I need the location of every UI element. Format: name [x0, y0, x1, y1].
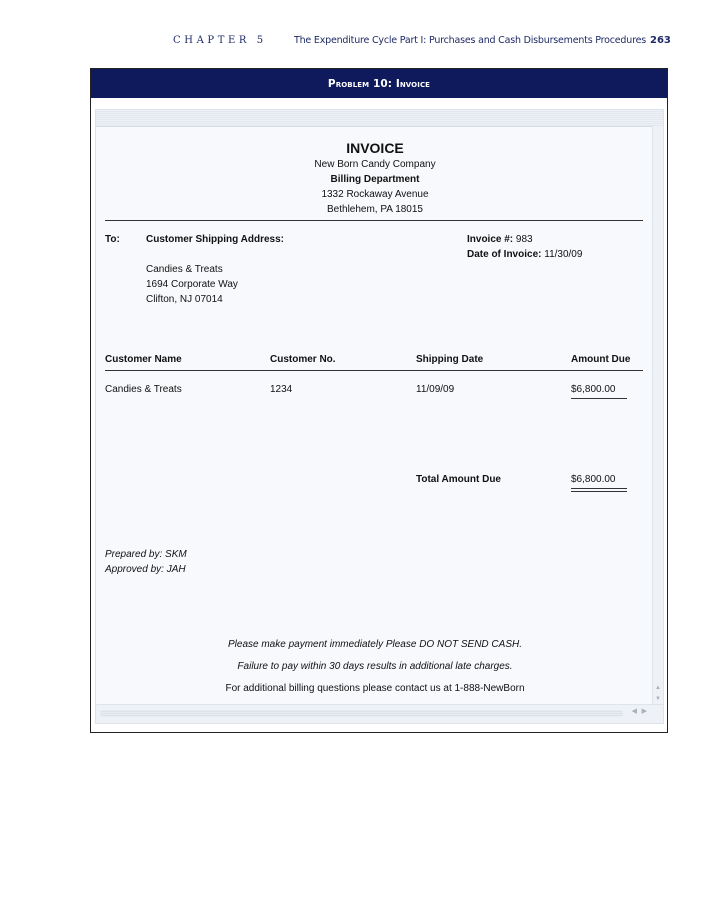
total-value: $6,800.00: [571, 474, 616, 485]
invoice-date-label: Date of Invoice:: [467, 249, 542, 260]
scroll-right-arrow-icon[interactable]: ▶: [641, 708, 647, 715]
scroll-up-arrow-icon[interactable]: ▲: [655, 685, 661, 691]
invoice-heading: INVOICE: [346, 140, 404, 156]
invoice-document: [105, 124, 645, 724]
vertical-scrollbar[interactable]: [652, 126, 663, 705]
cell-amount-due: $6,800.00: [571, 384, 616, 395]
invoice-date-row: [467, 249, 582, 260]
footer-contact-note: For additional billing questions please contact us at 1-888-NewBorn: [225, 683, 525, 694]
total-label: Total Amount Due: [416, 474, 501, 485]
chapter-label: CHAPTER 5: [173, 35, 267, 46]
page-number: 263: [650, 35, 671, 46]
ship-to-line-3: Clifton, NJ 07014: [146, 294, 223, 305]
prepared-by: Prepared by: SKM: [105, 549, 187, 560]
table-header-divider: [105, 370, 643, 371]
scroll-left-arrow-icon[interactable]: ◀: [631, 708, 637, 715]
address-line-1: 1332 Rockaway Avenue: [321, 189, 429, 200]
ship-to-line-1: Candies & Treats: [146, 264, 223, 275]
panel-title: Problem 10: Invoice: [91, 69, 667, 98]
running-head: [0, 35, 719, 49]
to-label: To:: [105, 234, 120, 245]
invoice-number-row: [467, 234, 533, 245]
cell-shipping-date: 11/09/09: [416, 384, 455, 395]
footer-payment-note: Please make payment immediately Please DO NOT SEND CASH.: [228, 639, 522, 650]
invoice-date-value: 11/30/09: [544, 249, 583, 260]
problem-panel: [90, 68, 668, 733]
approved-by: Approved by: JAH: [105, 564, 186, 575]
cell-customer-no: 1234: [270, 384, 293, 395]
col-customer-name: Customer Name: [105, 354, 182, 365]
ship-to-line-2: 1694 Corporate Way: [146, 279, 238, 290]
col-customer-no: Customer No.: [270, 354, 336, 365]
shipping-address-label: Customer Shipping Address:: [146, 234, 284, 245]
total-double-underline-bottom: [571, 491, 627, 492]
address-line-2: Bethlehem, PA 18015: [327, 204, 423, 215]
company-name: New Born Candy Company: [314, 159, 436, 170]
invoice-number-label: Invoice #:: [467, 234, 514, 245]
col-amount-due: Amount Due: [571, 354, 631, 365]
cell-customer-name: Candies & Treats: [105, 384, 182, 395]
chapter-title: The Expenditure Cycle Part I: Purchases and Cash Disbursements Procedures: [294, 35, 646, 46]
col-shipping-date: Shipping Date: [416, 354, 484, 365]
amount-underline: [571, 398, 627, 399]
billing-department: Billing Department: [330, 174, 420, 185]
header-divider: [105, 220, 643, 221]
invoice-number-value: 983: [515, 234, 533, 245]
scroll-down-arrow-icon[interactable]: ▼: [655, 696, 661, 702]
total-double-underline-top: [571, 488, 627, 489]
footer-late-charges-note: Failure to pay within 30 days results in additional late charges.: [237, 661, 513, 672]
